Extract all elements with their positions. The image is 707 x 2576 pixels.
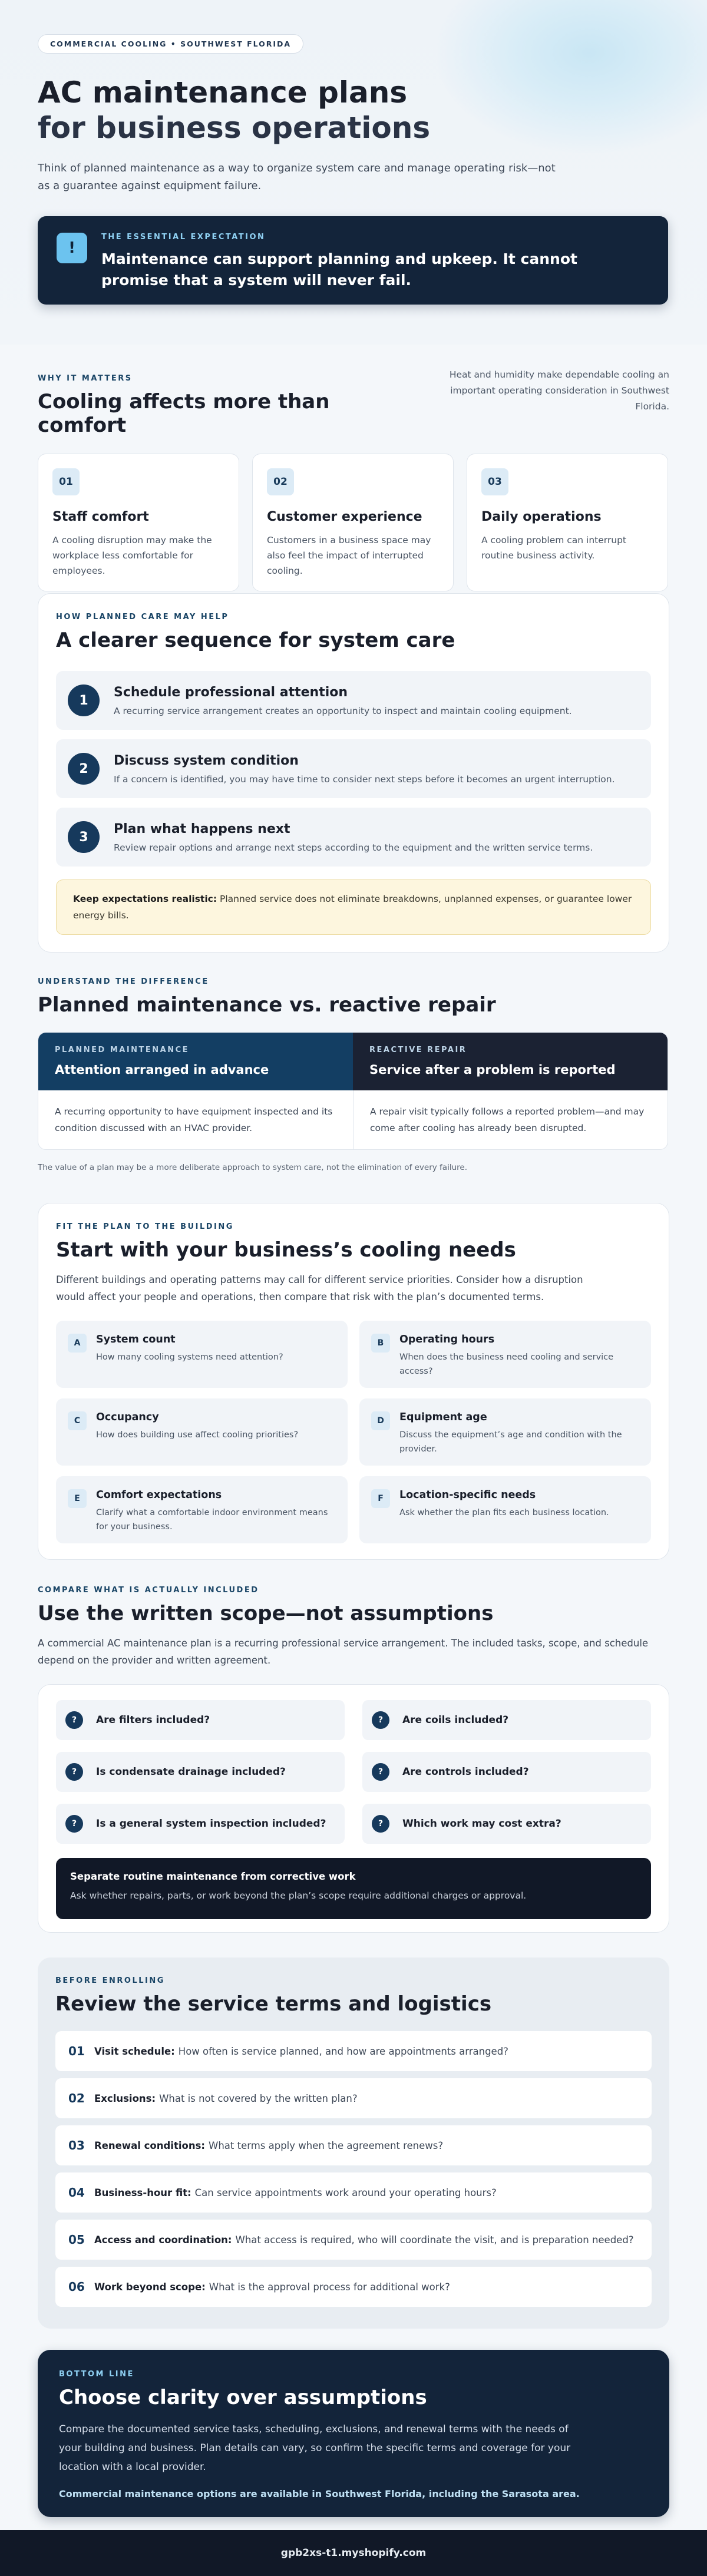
term-item <box>55 2078 652 2118</box>
fit-item <box>359 1476 651 1543</box>
card-number: 03 <box>481 468 508 495</box>
hero-intro: Think of planned maintenance as a way to organize system care and manage operating risk—not as a guarantee against equipment failure. <box>38 162 556 192</box>
fit-item-desc: Discuss the equipment’s age and condition with the provider. <box>399 1430 622 1454</box>
term-number: 04 <box>68 2185 85 2200</box>
step-title: Schedule professional attention <box>114 684 348 700</box>
terms-eyebrow: BEFORE ENROLLING <box>55 1976 165 1985</box>
fit-badge: E <box>68 1489 87 1508</box>
question-text: Which work may cost extra? <box>402 1818 561 1830</box>
fit-badge: F <box>371 1489 390 1508</box>
question-icon: ? <box>372 1711 389 1729</box>
scope-question <box>362 1752 651 1792</box>
term-label: Business-hour fit: <box>94 2187 191 2198</box>
term-number: 03 <box>68 2138 85 2152</box>
realistic-text: Planned service does not eliminate breakdowns, unplanned expenses, or guarantee lower energy bills. <box>73 894 632 921</box>
process-step <box>56 671 651 730</box>
scope-eyebrow: COMPARE WHAT IS ACTUALLY INCLUDED <box>38 1586 259 1595</box>
question-text: Are filters included? <box>96 1714 210 1726</box>
process-title: A clearer sequence for system care <box>56 629 455 652</box>
step-desc: Review repair options and arrange next steps according to the equipment and the written service terms. <box>114 842 593 853</box>
fit-item <box>56 1398 348 1466</box>
term-label: Visit schedule: <box>94 2045 175 2057</box>
term-item <box>55 2267 652 2307</box>
hero-section <box>0 0 707 345</box>
step-title: Plan what happens next <box>114 821 290 836</box>
fit-item-desc: Ask whether the plan fits each business location. <box>399 1508 609 1517</box>
question-icon: ? <box>65 1815 83 1833</box>
bottom-title: Choose clarity over assumptions <box>59 2386 427 2409</box>
question-icon: ? <box>65 1763 83 1781</box>
step-number: 1 <box>68 684 100 716</box>
bottom-note: Commercial maintenance options are available in Southwest Florida, including the Sarasota area. <box>59 2488 580 2499</box>
term-text: What access is required, who will coordinate the visit, and is preparation needed? <box>235 2234 634 2246</box>
step-desc: A recurring service arrangement creates an opportunity to inspect and maintain cooling equipment. <box>114 705 572 716</box>
scope-question <box>56 1752 345 1792</box>
term-number: 02 <box>68 2091 85 2105</box>
scope-intro: A commercial AC maintenance plan is a recurring professional service arrangement. The included tasks, scope, and schedule depend on the provider and written agreement. <box>38 1638 649 1666</box>
term-label: Access and coordination: <box>94 2234 232 2246</box>
reactive-repair-column <box>353 1033 668 1149</box>
page-title-line1: AC maintenance plans <box>38 75 408 110</box>
fit-eyebrow: FIT THE PLAN TO THE BUILDING <box>56 1222 234 1231</box>
fit-item-title: Equipment age <box>399 1411 487 1423</box>
process-panel <box>38 593 669 953</box>
term-text: What terms apply when the agreement renews? <box>209 2139 444 2151</box>
page-title-line2: for business operations <box>38 111 431 145</box>
term-text: How often is service planned, and how are appointments arranged? <box>178 2045 508 2057</box>
terms-title: Review the service terms and logistics <box>55 1992 492 2016</box>
card-title: Staff comfort <box>52 510 149 524</box>
fit-item-desc: How does building use affect cooling priorities? <box>96 1430 299 1440</box>
terms-panel <box>38 1957 669 2329</box>
fit-item <box>56 1321 348 1388</box>
question-text: Are controls included? <box>402 1766 529 1778</box>
card-desc: A cooling disruption may make the workplace less comfortable for employees. <box>52 535 212 576</box>
fit-item <box>56 1476 348 1543</box>
step-number: 3 <box>68 821 100 853</box>
separate-desc: Ask whether repairs, parts, or work beyond the plan’s scope require additional charges or approval. <box>70 1890 527 1901</box>
fit-item-title: Comfort expectations <box>96 1489 222 1501</box>
term-label: Renewal conditions: <box>94 2139 205 2151</box>
impact-card <box>252 454 454 591</box>
footer-domain-link[interactable]: gpb2xs-t1.myshopify.com <box>280 2547 427 2559</box>
hero-eyebrow-pill: COMMERCIAL COOLING • SOUTHWEST FLORIDA <box>38 34 303 54</box>
fit-item-desc: How many cooling systems need attention? <box>96 1353 283 1362</box>
card-title: Customer experience <box>267 510 422 524</box>
step-number: 2 <box>68 753 100 785</box>
compare-section <box>0 977 707 1172</box>
fit-item-desc: Clarify what a comfortable indoor environment means for your business. <box>96 1508 328 1532</box>
impact-card <box>38 454 239 591</box>
planned-eyebrow: PLANNED MAINTENANCE <box>55 1046 190 1054</box>
fit-badge: B <box>371 1334 390 1353</box>
planned-title: Attention arranged in advance <box>55 1063 269 1077</box>
exclamation-icon: ! <box>57 233 87 263</box>
why-eyebrow: WHY IT MATTERS <box>38 374 133 383</box>
separate-maintenance-callout <box>56 1858 651 1919</box>
scope-question <box>362 1700 651 1740</box>
step-desc: If a concern is identified, you may have time to consider next steps before it becomes an urgent interruption. <box>114 773 615 785</box>
reactive-eyebrow: REACTIVE REPAIR <box>369 1046 467 1054</box>
term-text: What is the approval process for additional work? <box>209 2281 450 2293</box>
term-item <box>55 2125 652 2165</box>
scope-title: Use the written scope—not assumptions <box>38 1602 494 1625</box>
fit-item-desc: When does the business need cooling and service access? <box>399 1353 614 1376</box>
card-number: 02 <box>267 468 294 495</box>
term-number: 06 <box>68 2280 85 2294</box>
fit-item-title: Occupancy <box>96 1411 159 1423</box>
scope-questions-panel <box>38 1684 669 1933</box>
question-text: Are coils included? <box>402 1714 509 1726</box>
why-it-matters-section <box>0 369 707 576</box>
step-title: Discuss system condition <box>114 753 299 768</box>
site-footer <box>0 2530 707 2576</box>
expectation-eyebrow: THE ESSENTIAL EXPECTATION <box>101 233 266 242</box>
term-item <box>55 2220 652 2260</box>
fit-badge: D <box>371 1411 390 1430</box>
question-icon: ? <box>65 1711 83 1729</box>
fit-item-title: System count <box>96 1334 176 1345</box>
card-title: Daily operations <box>481 510 602 524</box>
scope-section <box>0 1586 707 1933</box>
scope-question <box>56 1804 345 1844</box>
fit-item <box>359 1398 651 1466</box>
separate-title: Separate routine maintenance from corrective work <box>70 1871 356 1882</box>
bottom-text: Compare the documented service tasks, scheduling, exclusions, and renewal terms with the needs of your building and business. Plan details can vary, so confirm the specific terms and coverage for your location with a local provider. <box>59 2423 571 2473</box>
comparison-table <box>38 1032 668 1150</box>
compare-note: The value of a plan may be a more deliberate approach to system care, not the elimination of every failure. <box>38 1163 467 1172</box>
reactive-desc: A repair visit typically follows a reported problem—and may come after cooling has already been disrupted. <box>353 1090 668 1149</box>
page-title <box>38 75 669 146</box>
question-icon: ? <box>372 1815 389 1833</box>
compare-eyebrow: UNDERSTAND THE DIFFERENCE <box>38 977 209 986</box>
term-item <box>55 2031 652 2071</box>
fit-item <box>359 1321 651 1388</box>
expectation-text: Maintenance can support planning and upkeep. It cannot promise that a system will never fail. <box>101 250 577 289</box>
compare-title: Planned maintenance vs. reactive repair <box>38 993 496 1017</box>
reactive-title: Service after a problem is reported <box>369 1063 616 1077</box>
fit-item-title: Operating hours <box>399 1334 495 1345</box>
why-title: Cooling affects more than comfort <box>38 390 330 437</box>
planned-maintenance-column <box>38 1033 353 1149</box>
term-number: 01 <box>68 2044 85 2058</box>
term-number: 05 <box>68 2233 85 2247</box>
impact-card <box>467 454 668 591</box>
essential-expectation-box <box>38 216 668 305</box>
fit-badge: C <box>68 1411 87 1430</box>
card-desc: A cooling problem can interrupt routine business activity. <box>481 535 627 561</box>
term-text: What is not covered by the written plan? <box>159 2092 358 2104</box>
card-desc: Customers in a business space may also feel the impact of interrupted cooling. <box>267 535 431 576</box>
bottom-line-panel <box>38 2350 669 2517</box>
why-side-note: Heat and humidity make dependable cooling an important operating consideration in Southwest Florida. <box>449 369 669 412</box>
fit-plan-panel <box>38 1203 669 1560</box>
bottom-eyebrow: BOTTOM LINE <box>59 2370 134 2379</box>
term-text: Can service appointments work around your operating hours? <box>194 2187 497 2198</box>
question-text: Is a general system inspection included? <box>96 1818 326 1830</box>
scope-question <box>362 1804 651 1844</box>
term-label: Exclusions: <box>94 2092 156 2104</box>
fit-intro: Different buildings and operating patterns may call for different service priorities. Consider how a disruption would affect your people and operations, then compare that risk with the plan’s documented terms. <box>56 1274 583 1302</box>
fit-item-title: Location-specific needs <box>399 1489 536 1501</box>
question-icon: ? <box>372 1763 389 1781</box>
realistic-expectations-note <box>56 879 651 935</box>
card-number: 01 <box>52 468 80 495</box>
process-eyebrow: HOW PLANNED CARE MAY HELP <box>56 613 229 621</box>
scope-question <box>56 1700 345 1740</box>
process-step <box>56 739 651 798</box>
planned-desc: A recurring opportunity to have equipment inspected and its condition discussed with an HVAC provider. <box>55 1106 333 1133</box>
realistic-label: Keep expectations realistic: <box>73 894 217 904</box>
fit-title: Start with your business’s cooling needs <box>56 1238 516 1262</box>
term-label: Work beyond scope: <box>94 2281 206 2293</box>
question-text: Is condensate drainage included? <box>96 1766 286 1778</box>
fit-badge: A <box>68 1334 87 1353</box>
term-item <box>55 2172 652 2213</box>
process-step <box>56 808 651 867</box>
